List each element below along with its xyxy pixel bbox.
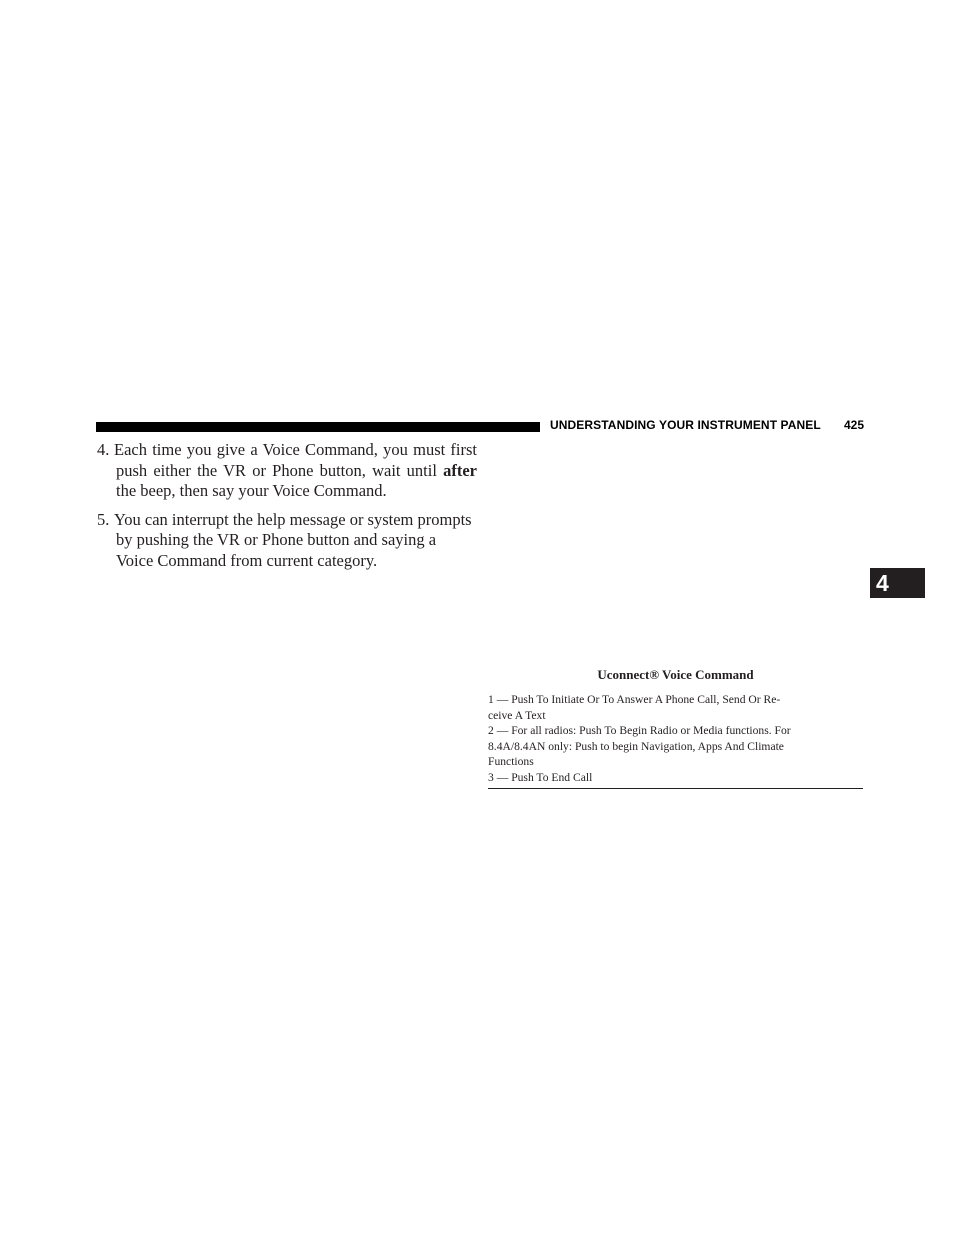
list-item bbox=[97, 440, 477, 502]
step-number: 5. bbox=[97, 509, 110, 529]
figure-caption-block bbox=[488, 666, 863, 789]
caption-line: ceive A Text bbox=[488, 708, 546, 722]
chapter-tab: 4 bbox=[870, 568, 925, 598]
step-emphasis: after bbox=[443, 460, 477, 480]
step-text: You can interrupt the help message or system prompts by pushing the VR or Phone button and saying a Voice Command from current category. bbox=[114, 509, 472, 570]
step-text-continued: the beep, then say your Voice Command. bbox=[116, 481, 387, 500]
list-item bbox=[97, 510, 477, 572]
instruction-list bbox=[97, 440, 477, 579]
page-number: 425 bbox=[843, 418, 864, 432]
caption-line: 8.4A/8.4AN only: Push to begin Navigation, Apps And Climate bbox=[488, 739, 784, 753]
caption-line: 1 — Push To Initiate Or To Answer A Phone Call, Send Or Re- bbox=[488, 693, 781, 706]
header-rule-bar bbox=[96, 422, 540, 432]
figure-bottom-rule bbox=[488, 788, 863, 789]
caption-line: Functions bbox=[488, 755, 534, 769]
step-number: 4. bbox=[97, 440, 110, 459]
page-header-title: UNDERSTANDING YOUR INSTRUMENT PANEL bbox=[550, 418, 821, 432]
caption-line: 2 — For all radios: Push To Begin Radio or Media functions. For bbox=[488, 724, 791, 738]
step-text: Each time you give a Voice Command, you must first push either the VR or Phone button, wait until bbox=[114, 440, 477, 480]
figure-title: Uconnect® Voice Command bbox=[597, 667, 754, 682]
caption-line: 3 — Push To End Call bbox=[488, 770, 593, 784]
